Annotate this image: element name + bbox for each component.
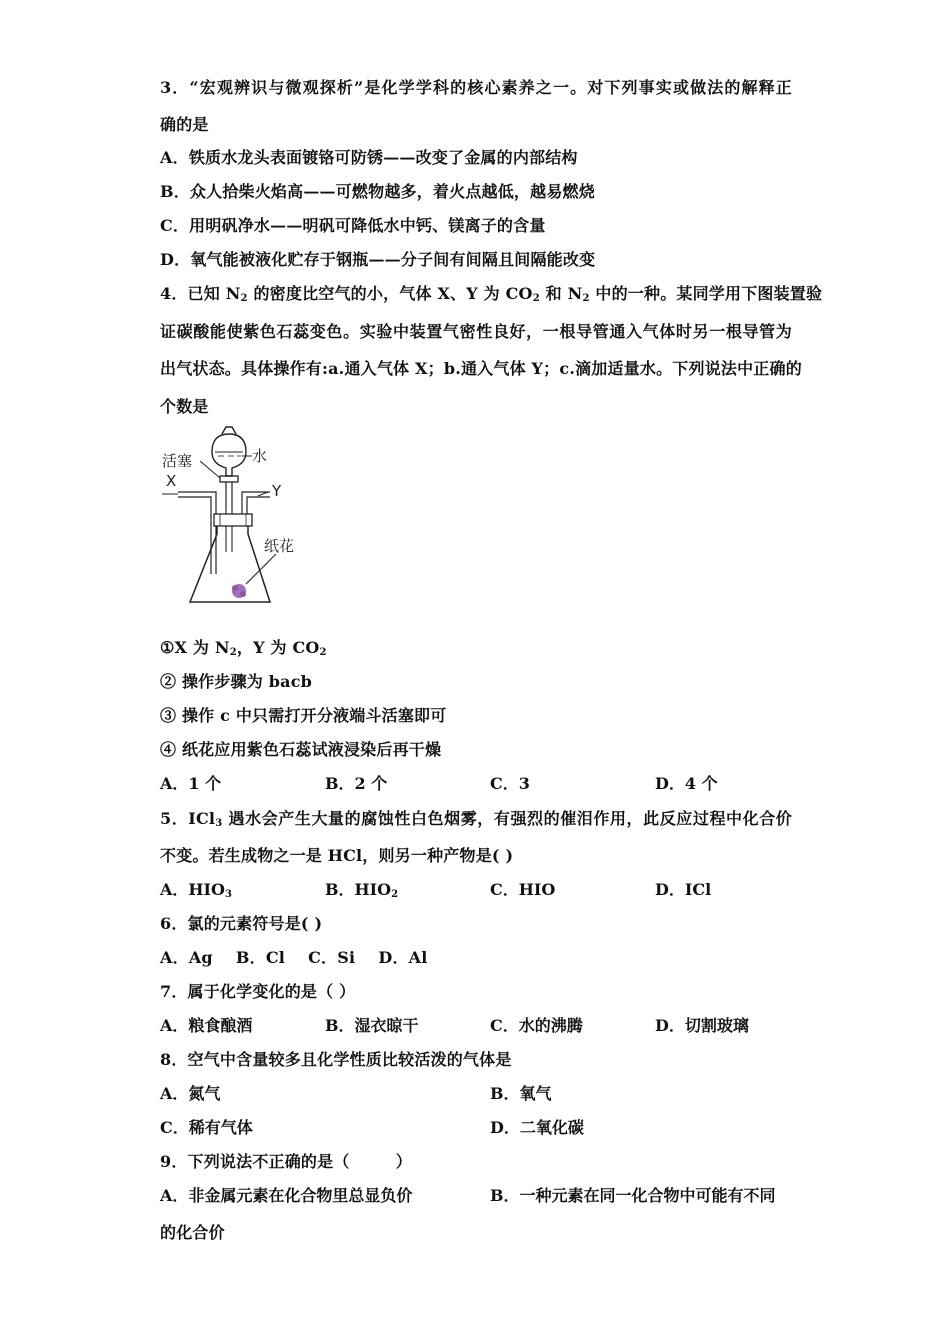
q8-option-a: A．氮气	[160, 1084, 221, 1103]
q5-stem-cont: 不变。若生成物之一是 HCl，则另一种产物是( )	[160, 846, 514, 865]
q4-option-d: D．4 个	[655, 774, 718, 793]
q8-stem: 8．空气中含量较多且化学性质比较活泼的气体是	[160, 1050, 512, 1069]
label-stopcock: 活塞	[162, 452, 193, 470]
label-y: Y	[272, 482, 282, 500]
q6-stem: 6．氯的元素符号是( )	[160, 914, 323, 933]
q3-option-c: C．用明矾净水——明矾可降低水中钙、镁离子的含量	[160, 216, 546, 235]
q4-stem: 4．已知 $N_2$ 的密度比空气的小，气体 X、Y 为 $CO_2$ 和 $N_2$ 中的一种。某同学用下图装置验	[160, 284, 823, 304]
q5-option-c: C．HIO	[490, 880, 556, 899]
outlet-tube	[242, 492, 270, 516]
q9-option-b-cont: 的化合价	[160, 1223, 225, 1242]
q5-stem: 5．ICl$_3$ 遇水会产生大量的腐蚀性白色烟雾，有强烈的催泪作用，此反应过程中化合价	[160, 809, 792, 829]
label-x: X	[166, 472, 177, 490]
funnel-bulb	[212, 434, 246, 476]
q4-option-a: A．1 个	[160, 774, 222, 793]
q8-option-d: D．二氧化碳	[490, 1118, 584, 1137]
q8-option-b: B．氧气	[490, 1084, 552, 1103]
q4-stem-line2: 证碳酸能使紫色石蕊变色。实验中装置气密性良好，一根导管通入气体时另一根导管为	[160, 322, 792, 341]
q7-stem: 7．属于化学变化的是（ ）	[160, 982, 356, 1001]
q5-option-a: A．$HIO_3$	[160, 880, 232, 900]
label-paper-flower: 纸花	[264, 537, 295, 555]
q4-option-b: B．2 个	[325, 774, 388, 793]
q3-option-a: A．铁质水龙头表面镀铬可防锈——改变了金属的内部结构	[160, 148, 578, 167]
q6-options: A．Ag B．Cl C．Si D．Al	[160, 948, 428, 967]
q9-option-a: A．非金属元素在化合物里总显负价	[160, 1186, 413, 1205]
q4-stem-line3: 出气状态。具体操作有:a.通入气体 X；b.通入气体 Y；c.滴加适量水。下列说法中正确的	[160, 359, 802, 378]
q5-option-b: B．$HIO_2$	[325, 880, 399, 900]
q3-option-b: B．众人拾柴火焰高——可燃物越多，着火点越低，越易燃烧	[160, 182, 595, 201]
q9-option-b: B．一种元素在同一化合物中可能有不同	[490, 1186, 776, 1205]
q3-stem: 3．“宏观辨识与微观探析”是化学学科的核心素养之一。对下列事实或做法的解释正	[160, 78, 792, 97]
q4-statement-2: ② 操作步骤为 bacb	[160, 672, 313, 691]
q7-option-b: B．湿衣晾干	[325, 1016, 419, 1035]
q4-statement-1: ①X 为 $N_2$，Y 为 $CO_2$	[160, 638, 327, 658]
q7-option-a: A．粮食酿酒	[160, 1016, 253, 1035]
q4-stem-line4: 个数是	[160, 397, 209, 416]
q8-option-c: C．稀有气体	[160, 1118, 253, 1137]
arrow-y-icon	[258, 492, 268, 496]
q4-option-c: C．3	[490, 774, 530, 793]
q7-option-c: C．水的沸腾	[490, 1016, 583, 1035]
stopcock-icon	[220, 476, 238, 482]
q9-stem: 9．下列说法不正确的是（ ）	[160, 1152, 412, 1171]
q7-option-d: D．切割玻璃	[655, 1016, 749, 1035]
inlet-tube	[178, 492, 216, 574]
q5-option-d: D．ICl	[655, 880, 712, 899]
q4-statement-4: ④ 纸花应用紫色石蕊试液浸染后再干燥	[160, 740, 442, 759]
funnel-stopper	[222, 427, 236, 434]
label-water: 水	[252, 447, 268, 465]
conical-flask	[190, 526, 270, 602]
q3-option-d: D．氧气能被液化贮存于钢瓶——分子间有间隔且间隔能改变	[160, 250, 596, 269]
apparatus-diagram	[160, 424, 310, 612]
q3-stem-cont: 确的是	[160, 115, 209, 134]
q4-statement-3: ③ 操作 c 中只需打开分液端斗活塞即可	[160, 706, 447, 725]
